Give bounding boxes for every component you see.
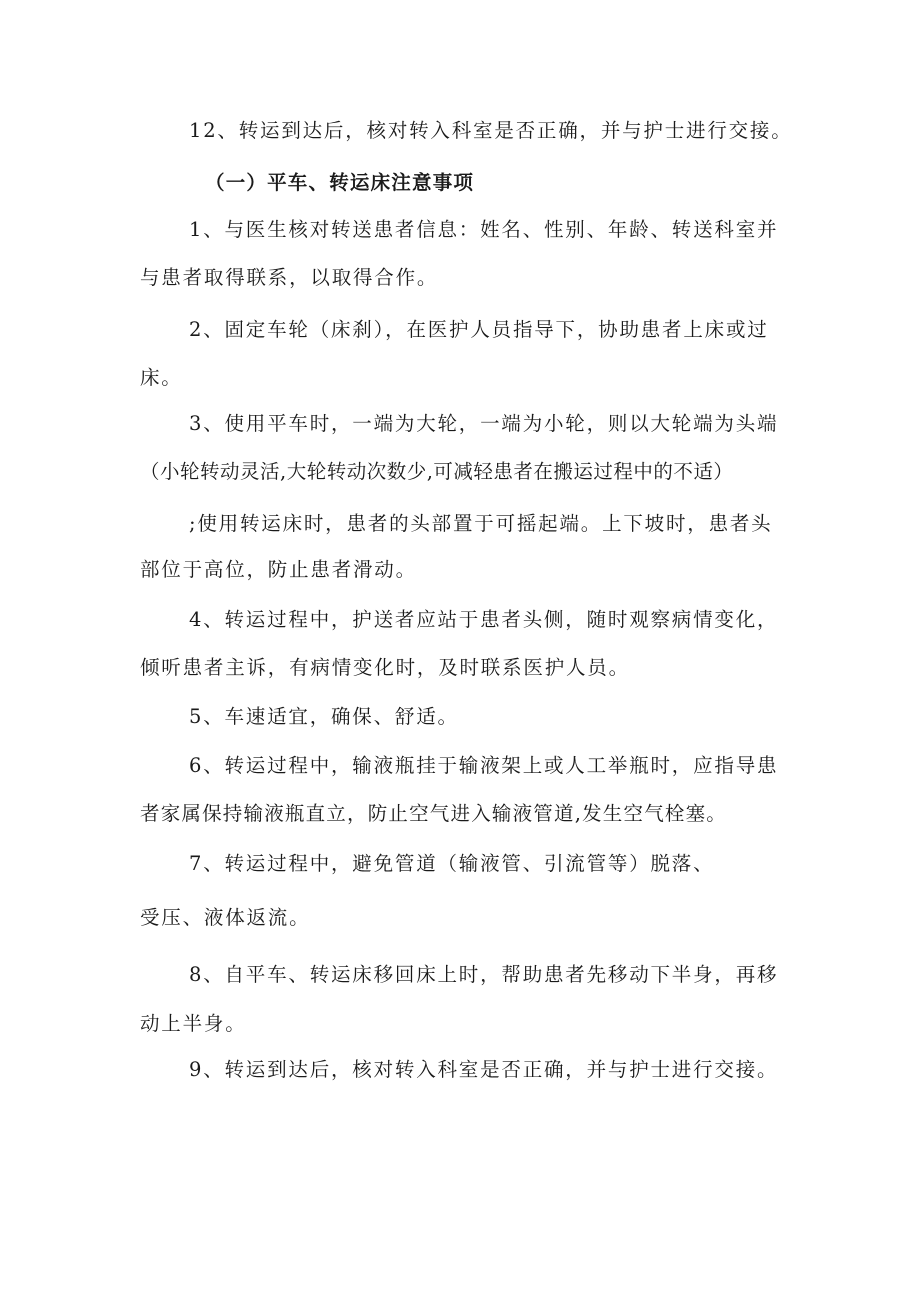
paragraph-line: 8、自平车、转运床移回床上时，帮助患者先移动下半身，再移 — [189, 963, 779, 986]
paragraph-line: （小轮转动灵活,大轮转动次数少,可减轻患者在搬运过程中的不适） — [140, 460, 734, 483]
paragraph-line: 与患者取得联系，以取得合作。 — [140, 266, 439, 289]
paragraph-line: 5、车速适宜，确保、舒适。 — [189, 705, 459, 728]
paragraph-line: 者家属保持输液瓶直立，防止空气进入输液管道,发生空气栓塞。 — [140, 802, 727, 825]
paragraph-line: 床。 — [140, 366, 183, 389]
paragraph-line: 12、转运到达后，核对转入科室是否正确，并与护士进行交接。 — [189, 119, 793, 142]
paragraph-line: 9、转运到达后，核对转入科室是否正确，并与护士进行交接。 — [189, 1058, 779, 1081]
paragraph-line: 7、转运过程中，避免管道（输液管、引流管等）脱落、 — [189, 852, 715, 875]
paragraph-line: 1、与医生核对转送患者信息：姓名、性别、年龄、转送科室并 — [189, 218, 779, 241]
paragraph-line: 受压、液体返流。 — [140, 906, 311, 929]
paragraph-line: 4、转运过程中，护送者应站于患者头侧，随时观察病情变化， — [189, 608, 779, 631]
paragraph-line: ;使用转运床时，患者的头部置于可摇起端。上下坡时，患者头 — [189, 512, 773, 535]
paragraph-line: 动上半身。 — [140, 1012, 247, 1035]
paragraph-line: 6、转运过程中，输液瓶挂于输液架上或人工举瓶时，应指导患 — [189, 754, 779, 777]
paragraph-line: 倾听患者主诉，有病情变化时，及时联系医护人员。 — [140, 656, 630, 679]
section-heading: （一）平车、转运床注意事项 — [205, 171, 475, 194]
paragraph-line: 2、固定车轮（床刹），在医护人员指导下，协助患者上床或过 — [189, 318, 769, 341]
paragraph-line: 部位于高位，防止患者滑动。 — [140, 558, 417, 581]
paragraph-line: 3、使用平车时，一端为大轮，一端为小轮，则以大轮端为头端 — [189, 412, 779, 435]
